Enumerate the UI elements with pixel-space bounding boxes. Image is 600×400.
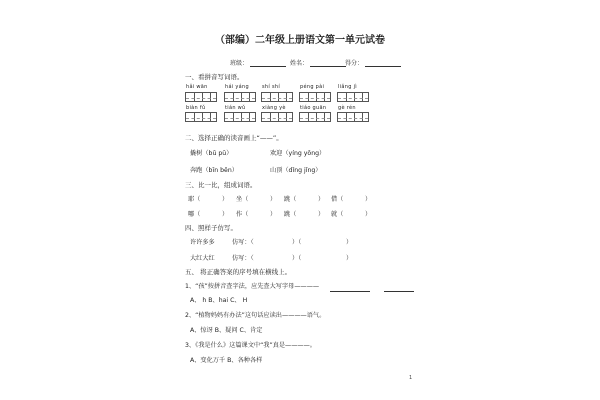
compare-paren: ） — [222, 211, 229, 218]
compare-paren: ） — [318, 211, 325, 218]
section2-heading: 二、选择正确的读音画上“——”。 — [185, 134, 283, 142]
imitation-paren: ） — [346, 255, 353, 262]
section4-heading: 四、照样子仿写。 — [185, 224, 237, 232]
compare-item: 跳（ — [284, 196, 297, 203]
question-2: 2、“植物妈妈有办法”这句话应读出————语气。 — [185, 312, 326, 319]
writing-grid — [337, 112, 369, 122]
pinyin-5: liǎng jì — [338, 84, 357, 90]
writing-grid — [337, 92, 369, 102]
writing-grid — [261, 92, 293, 102]
class-blank — [250, 60, 286, 67]
compare-paren: ） — [365, 196, 372, 203]
pinyin-2: hái yáng — [225, 84, 249, 90]
answer-line — [330, 291, 370, 292]
reading-item-4: 山顶（dǐng jǐng） — [270, 167, 322, 174]
imitation-example-2: 大红大红 — [190, 255, 215, 262]
compare-item: 跳（ — [284, 211, 297, 218]
score-label: 得分： — [345, 60, 364, 67]
compare-paren: ） — [365, 211, 372, 218]
class-label: 班级： — [230, 60, 249, 67]
pinyin-10: gè rén — [338, 105, 356, 111]
compare-paren: ） — [270, 196, 277, 203]
compare-item: 作（ — [236, 211, 249, 218]
writing-grid — [224, 112, 256, 122]
question-3-options: A、变化万千 B、各种各样 — [190, 357, 263, 364]
imitation-paren: ）（ — [292, 239, 302, 246]
compare-paren: ） — [318, 196, 325, 203]
question-1-options: A、 h B、hai C、 H — [190, 297, 248, 304]
answer-line — [384, 291, 414, 292]
compare-item: 借（ — [331, 196, 344, 203]
writing-grid — [185, 92, 217, 102]
question-2-options: A、惊讶 B、疑问 C、肯定 — [190, 327, 263, 334]
compare-item: 就（ — [331, 211, 344, 218]
writing-grid — [261, 112, 293, 122]
compare-item: 耶（ — [188, 196, 201, 203]
score-blank — [365, 60, 401, 67]
writing-grid — [224, 92, 256, 102]
reading-item-2: 欢迎（yíng yōng） — [270, 150, 326, 157]
imitation-hint: 仿写：（ — [232, 239, 254, 246]
name-field — [290, 60, 346, 67]
pinyin-9: tiáo guān — [300, 105, 327, 111]
section1-heading: 一、看拼音写词语。 — [185, 73, 244, 81]
imitation-hint: 仿写：（ — [232, 255, 254, 262]
name-label: 姓名： — [290, 60, 309, 67]
pinyin-1: hǎi wān — [186, 84, 208, 90]
compare-paren: ） — [222, 196, 229, 203]
compare-item: 哪（ — [188, 211, 201, 218]
pinyin-7: tián wǔ — [225, 105, 246, 111]
pinyin-4: péng pài — [300, 84, 325, 90]
class-field — [230, 60, 286, 67]
imitation-example-1: 许许多多 — [190, 239, 215, 246]
writing-grid — [185, 112, 217, 122]
pinyin-8: xiàng yè — [262, 105, 286, 111]
section3-heading: 三、比一比，组成词语。 — [185, 181, 257, 189]
page-title: （部编）二年级上册语文第一单元试卷 — [215, 35, 385, 46]
question-3: 3、《我是什么》这篇课文中“我”真是————。 — [185, 342, 316, 349]
pinyin-3: shí shí — [262, 84, 281, 90]
writing-grid — [299, 92, 331, 102]
compare-item: 坐（ — [236, 196, 249, 203]
imitation-paren: ） — [346, 239, 353, 246]
compare-paren: ） — [270, 211, 277, 218]
name-blank — [310, 60, 346, 67]
imitation-paren: ）（ — [292, 255, 302, 262]
page-number: 1 — [409, 375, 413, 381]
writing-grid — [299, 112, 331, 122]
question-1: 1、“孩”按拼音查字法，应先查大写字母———— — [185, 283, 320, 290]
reading-item-3: 奔跑（bīn bēn） — [190, 167, 238, 174]
reading-item-1: 撬树（bū pū） — [190, 150, 233, 157]
section5-heading: 五、 将正确答案的序号填在横线上。 — [185, 268, 292, 276]
score-field — [345, 60, 401, 67]
pinyin-6: biàn fǔ — [186, 105, 206, 111]
